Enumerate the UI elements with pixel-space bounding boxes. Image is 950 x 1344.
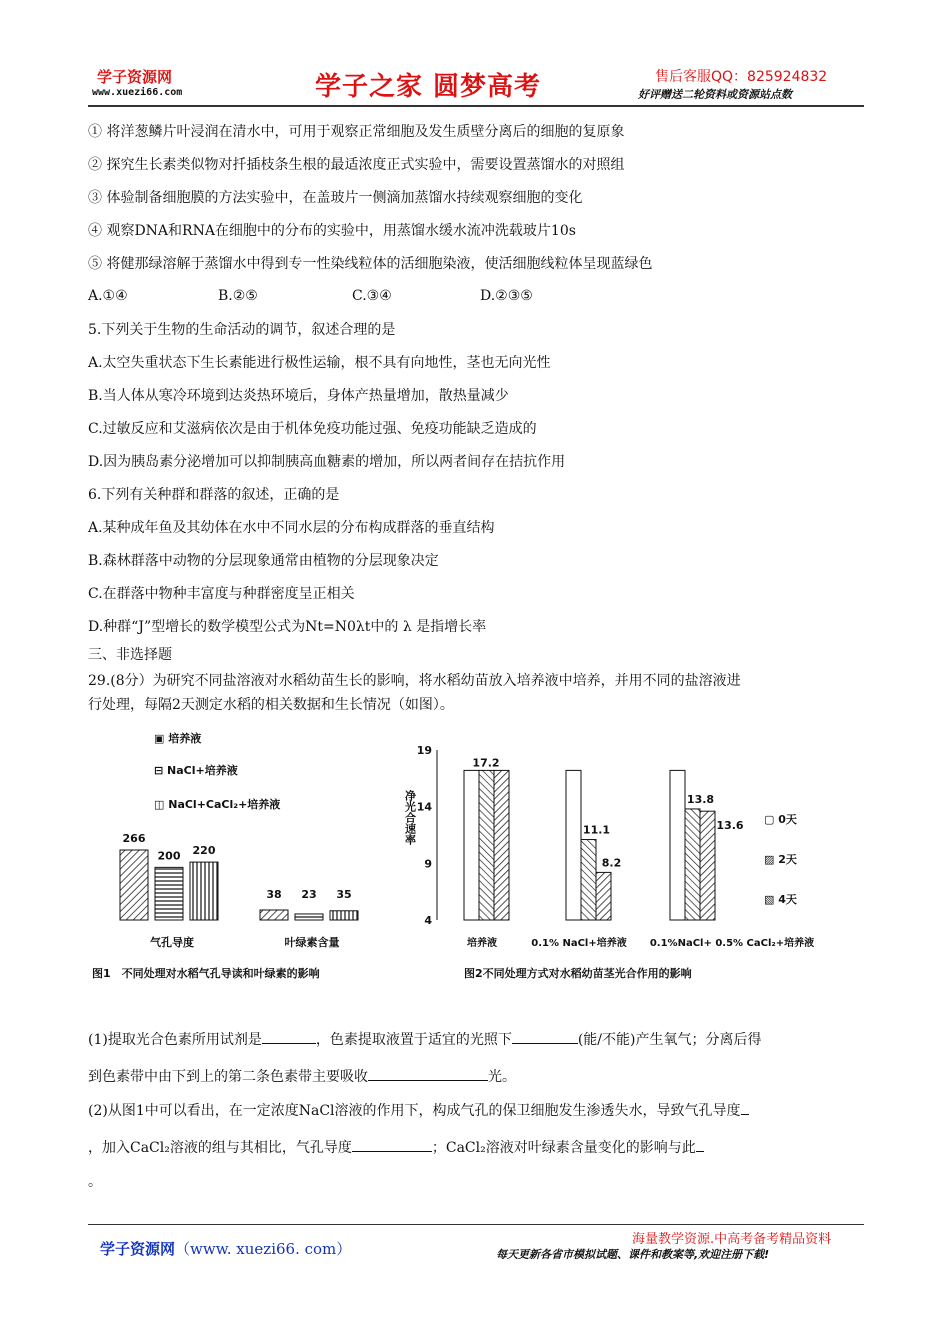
fig1-bar-1-2 <box>330 911 358 920</box>
fig2-bar-0-0 <box>464 770 479 920</box>
figure-area <box>92 720 852 990</box>
fig1-bar-0-2 <box>190 862 218 920</box>
fig2-bar-1-2 <box>596 872 611 920</box>
fig2-legend-day2-label: 2天 <box>778 853 797 866</box>
fig2-legend-day4-label: 4天 <box>778 893 797 906</box>
fig2-bar-2-0 <box>670 770 685 920</box>
fig2-tick-label: 4 <box>424 914 432 927</box>
header-url[interactable]: www.xuezi66.com <box>92 87 183 98</box>
header-service-qq: 售后客服QQ：825924832 <box>655 69 828 85</box>
fig1-legend-nacl-cacl: ◫ NaCl+CaCl₂+培养液 <box>154 798 281 811</box>
q29-sub2-c: ；CaCl₂溶液对叶绿素含量变化的影响与此 <box>431 1140 696 1156</box>
header-note: 好评赠送二轮资料或资源站点数 <box>638 88 792 101</box>
header-slogan: 学子之家 圆梦高考 <box>315 72 542 102</box>
q29-sub1-a: (1)提取光合色素所用试剂是 <box>88 1032 262 1048</box>
q29-sub2-b: ，加入CaCl₂溶液的组与其相比，气孔导度 <box>88 1140 352 1156</box>
fig2-legend-day2: ▨ 2天 <box>764 853 797 866</box>
q5-option-d: D.因为胰岛素分泌增加可以抑制胰高血糖素的增加，所以两者间存在拮抗作用 <box>88 454 566 470</box>
q5-option-b: B.当人体从寒冷环境到达炎热环境后，身体产热量增加，散热量减少 <box>88 388 509 404</box>
fig2-category-label: 0.1%NaCl+ 0.5% CaCl₂+培养液 <box>649 938 815 949</box>
q29-sub1-line2 <box>88 1066 516 1086</box>
q29-sub1-b: ，色素提取液置于适宜的光照下 <box>315 1032 512 1048</box>
fig2-data-label: 11.1 <box>582 823 611 837</box>
answer-blank-chlorophyll[interactable] <box>696 1137 704 1152</box>
fig1-legend-nacl: ⊟ NaCl+培养液 <box>154 764 238 777</box>
fig1-bar-0-0 <box>120 850 148 920</box>
fig2-bar-2-1 <box>685 809 700 920</box>
fig2-category-label: 0.1% NaCl+培养液 <box>531 938 627 949</box>
fig1-value-label: 35 <box>336 888 352 901</box>
fig2-tick-label: 19 <box>416 744 432 757</box>
fig2-title: 图2不同处理方式对水稻幼苗茎光合作用的影响 <box>464 967 692 980</box>
q29-sub1-e: 光。 <box>488 1069 516 1085</box>
fig1-category-label: 气孔导度 <box>150 936 194 949</box>
header-divider <box>88 105 864 107</box>
answer-blank-oxygen[interactable] <box>512 1029 578 1044</box>
fig2-bar-1-1 <box>581 840 596 920</box>
fig1-value-label: 266 <box>122 832 146 845</box>
q29-stem-line2: 行处理，每隔2天测定水稻的相关数据和生长情况（如图）。 <box>88 697 454 713</box>
q4-item-5: ⑤ 将健那绿溶解于蒸馏水中得到专一性染线粒体的活细胞染液，使活细胞线粒体呈现蓝绿色 <box>88 256 653 272</box>
fig2-data-label: 8.2 <box>601 856 622 870</box>
fig1-title: 图1 不同处理对水稻气孔导读和叶绿素的影响 <box>92 967 320 980</box>
footer-brand[interactable] <box>100 1238 351 1259</box>
fig1-bar-0-1 <box>155 867 183 920</box>
fig2-data-label: 17.2 <box>472 756 500 770</box>
fig1-legend-culture: ▣ 培养液 <box>154 732 202 745</box>
q4-option-d: D.②③⑤ <box>480 288 533 304</box>
q29-sub2-line1 <box>88 1100 749 1120</box>
q29-sub2-line2 <box>88 1137 704 1157</box>
fig1-bar-1-0 <box>260 910 288 920</box>
answer-blank-stomata[interactable] <box>741 1100 749 1115</box>
fig2-y-label: 净光合速率 <box>403 790 417 845</box>
q4-option-c: C.③④ <box>352 288 392 304</box>
figure-svg <box>92 720 852 990</box>
header-logo: 学子资源网 <box>97 68 173 86</box>
q29-sub2-d: 。 <box>88 1174 102 1190</box>
q4-item-2: ② 探究生长素类似物对扦插枝条生根的最适浓度正式实验中，需要设置蒸馏水的对照组 <box>88 157 625 173</box>
fig2-tick-label: 9 <box>424 857 432 871</box>
fig1-value-label: 23 <box>301 888 317 901</box>
q4-item-1: ① 将洋葱鳞片叶浸润在清水中，可用于观察正常细胞及发生质壁分离后的细胞的复原象 <box>88 124 625 140</box>
q6-option-a: A.某种成年鱼及其幼体在水中不同水层的分布构成群落的垂直结构 <box>88 520 495 536</box>
q29-stem-line1: 29.(8分）为研究不同盐溶液对水稻幼苗生长的影响，将水稻幼苗放入培养液中培养，并用不同的盐溶液进 <box>88 673 741 689</box>
q4-option-a: A.①④ <box>88 288 128 304</box>
fig1-category-label: 叶绿素含量 <box>284 936 340 949</box>
q29-sub1-c: (能/不能)产生氧气；分离后得 <box>577 1032 762 1048</box>
fig1-legend-nacl-cacl-label: NaCl+CaCl₂+培养液 <box>168 798 281 811</box>
fig2-bar-0-1 <box>479 770 494 920</box>
fig2-tick-label: 14 <box>416 800 432 814</box>
q6-option-b: B.森林群落中动物的分层现象通常由植物的分层现象决定 <box>88 553 439 569</box>
q6-stem: 6.下列有关种群和群落的叙述，正确的是 <box>88 487 340 503</box>
q6-option-d: D.种群“J”型增长的数学模型公式为Nt=N0λt中的 λ 是指增长率 <box>88 619 487 635</box>
q29-sub1-line1 <box>88 1029 761 1049</box>
q4-item-4: ④ 观察DNA和RNA在细胞中的分布的实验中，用蒸馏水缓水流冲洗载玻片10s <box>88 223 576 239</box>
section-title: 三、非选择题 <box>88 647 172 663</box>
fig2-bar-0-2 <box>494 770 509 920</box>
fig1-value-label: 220 <box>192 844 216 858</box>
answer-blank-compare[interactable] <box>352 1137 432 1152</box>
footer-divider <box>88 1224 864 1225</box>
footer-url[interactable]: （www. xuezi66. com） <box>175 1240 352 1258</box>
fig2-bar-1-0 <box>566 770 581 920</box>
fig1-legend-culture-label: 培养液 <box>168 732 202 745</box>
fig2-legend-day4: ▧ 4天 <box>764 893 797 906</box>
footer-slogan-1: 海量教学资源.中高考备考精品资料 <box>632 1232 832 1247</box>
fig2-data-label: 13.6 <box>716 819 744 833</box>
fig1-legend-nacl-label: NaCl+培养液 <box>167 764 238 777</box>
q5-stem: 5.下列关于生物的生命活动的调节，叙述合理的是 <box>88 322 396 338</box>
answer-blank-light[interactable] <box>368 1066 488 1081</box>
q4-option-b: B.②⑤ <box>218 288 258 304</box>
fig2-legend-day0: ▢ 0天 <box>764 813 797 826</box>
q5-option-c: C.过敏反应和艾滋病依次是由于机体免疫功能过强、免疫功能缺乏造成的 <box>88 421 537 437</box>
fig2-legend-day0-label: 0天 <box>778 813 797 826</box>
q6-option-c: C.在群落中物种丰富度与种群密度呈正相关 <box>88 586 355 602</box>
fig2-category-label: 培养液 <box>467 938 497 949</box>
q29-sub2-a: (2)从图1中可以看出，在一定浓度NaCl溶液的作用下，构成气孔的保卫细胞发生渗透失水，导致气孔导度 <box>88 1103 741 1119</box>
fig2-data-label: 13.8 <box>686 792 715 806</box>
footer-brand-name: 学子资源网 <box>100 1240 176 1258</box>
q4-item-3: ③ 体验制备细胞膜的方法实验中，在盖玻片一侧滴加蒸馏水持续观察细胞的变化 <box>88 190 583 206</box>
fig1-bar-1-1 <box>295 914 323 920</box>
q29-sub2-line3 <box>88 1173 102 1191</box>
fig1-value-label: 200 <box>157 849 181 863</box>
fig1-value-label: 38 <box>266 888 282 901</box>
q29-sub1-d: 到色素带中由下到上的第二条色素带主要吸收 <box>88 1069 368 1085</box>
q5-option-a: A.太空失重状态下生长素能进行极性运输，根不具有向地性，茎也无向光性 <box>88 355 551 371</box>
footer-slogan-2: 每天更新各省市模拟试题、课件和教案等,欢迎注册下载! <box>496 1248 770 1261</box>
answer-blank-reagent[interactable] <box>262 1029 316 1044</box>
fig2-bar-2-2 <box>700 811 715 920</box>
